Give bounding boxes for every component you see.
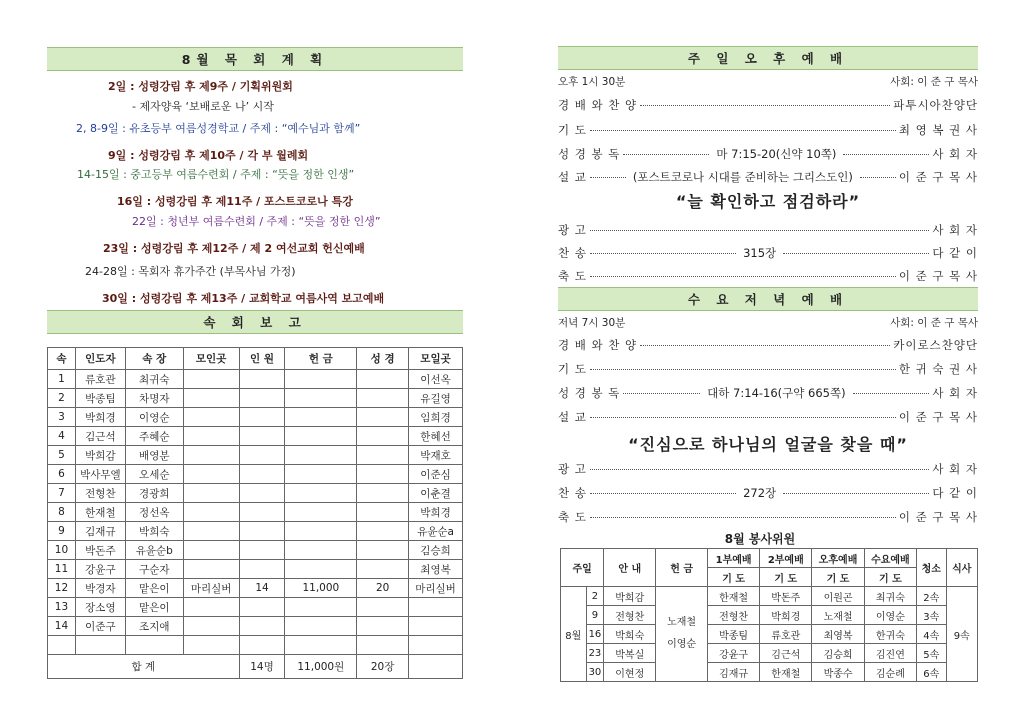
table-cell [125,636,183,655]
table-cell [239,427,285,446]
column-header: 모일곳 [409,348,463,370]
table-row [48,598,463,617]
col-svc1: 1부예배 [708,549,760,568]
leader-dots [590,369,896,370]
table-cell [285,617,357,636]
order-label: 설 교 [558,410,587,424]
table-cell [183,408,239,427]
table-cell: 주혜순 [125,427,183,446]
table-cell: 13 [48,598,76,617]
table-cell: 류호관 [75,370,125,389]
order-label: 축 도 [558,510,587,524]
table-row [48,389,463,408]
table-cell [239,484,285,503]
table-cell [285,446,357,465]
table-cell [357,484,409,503]
table-row [48,522,463,541]
table-row [561,663,978,682]
svc2-cell: 류호관 [760,625,812,644]
pm-cell: 박종수 [812,663,864,682]
table-cell [357,617,409,636]
col-week: 주일 [561,549,604,587]
table-cell [285,408,357,427]
table-cell: 정선옥 [125,503,183,522]
svc1-cell: 한재철 [708,587,760,606]
table-cell: 7 [48,484,76,503]
table-cell [285,389,357,408]
order-item [558,485,978,501]
table-cell: 최영복 [409,560,463,579]
table-cell: 6 [48,465,76,484]
wed-cell: 김진연 [864,644,916,663]
table-cell [48,636,76,655]
table-cell: 맡은이 [125,579,183,598]
table-cell: 14 [48,617,76,636]
table-cell [239,617,285,636]
order-detail: 272장 [743,486,777,500]
table-row [48,579,463,598]
leader-dots [640,105,890,106]
wed-cell: 최귀숙 [864,587,916,606]
table-cell: 5 [48,446,76,465]
table-cell: 박희경 [409,503,463,522]
table-cell [357,427,409,446]
plan-title: 8월 목 회 계 획 [47,47,463,71]
plan-line: 22일 : 청년부 여름수련회 / 주제 : “뜻을 정한 인생” [132,215,381,228]
table-cell: 10 [48,541,76,560]
table-cell: 차명자 [125,389,183,408]
table-cell: 9 [48,522,76,541]
table-cell: 맡은이 [125,598,183,617]
table-cell: 박경자 [75,579,125,598]
order-label: 찬 송 [558,246,587,260]
col-wed: 수요예배 [864,549,916,568]
leader-dots [860,177,896,178]
col-prayer: 기 도 [708,568,760,587]
evening-subheader [558,315,978,330]
table-cell [285,560,357,579]
table-cell: 김근석 [75,427,125,446]
table-cell: 이준구 [75,617,125,636]
table-cell: 경광희 [125,484,183,503]
table-row [48,484,463,503]
order-person: 다 같 이 [932,246,979,260]
order-item [558,222,978,238]
table-cell: 유길영 [409,389,463,408]
table-cell [285,522,357,541]
table-cell [239,408,285,427]
leader-dots [590,493,736,494]
table-cell: 14 [239,579,285,598]
cell-report-table [47,347,463,679]
table-cell [357,636,409,655]
table-row [48,503,463,522]
table-row [561,606,978,625]
order-label: 축 도 [558,269,587,283]
table-cell [183,446,239,465]
leader-dots [590,130,896,131]
evening-sermon-title: “진심으로 하나님의 얼굴을 찾을 때” [628,435,908,454]
table-cell: 한혜선 [409,427,463,446]
pm-cell: 김승희 [812,644,864,663]
table-cell: 박희감 [75,446,125,465]
table-row [48,560,463,579]
table-row [48,465,463,484]
table-cell [409,598,463,617]
total-bible: 20장 [357,655,409,679]
plan-line: - 제자양육 ‘보배로운 나’ 시작 [132,100,274,113]
table-cell: 조지애 [125,617,183,636]
table-cell: 이영순 [125,408,183,427]
total-offering: 11,000원 [285,655,357,679]
col-prayer: 기 도 [864,568,916,587]
table-total-row [48,655,463,679]
table-cell: 20 [357,579,409,598]
svc1-cell: 전형찬 [708,606,760,625]
leader-dots [590,230,929,231]
order-person: 사 회 자 [932,386,978,400]
order-person: 사 회 자 [932,223,978,237]
evening-title: 수 요 저 녁 예 배 [558,287,978,311]
order-label: 찬 송 [558,486,587,500]
table-cell: 8 [48,503,76,522]
table-cell: 강윤구 [75,560,125,579]
table-cell [239,560,285,579]
table-cell: 4 [48,427,76,446]
order-person: 다 같 이 [932,486,979,500]
order-item [558,361,978,377]
table-cell [239,598,285,617]
table-cell: 박희숙 [125,522,183,541]
order-label: 광 고 [558,223,587,237]
order-person: 카이로스찬양단 [893,338,978,352]
wed-cell: 김순례 [864,663,916,682]
table-cell [239,503,285,522]
pm-cell: 노재철 [812,606,864,625]
offering-cell [656,587,708,682]
leader-dots [783,253,929,254]
order-label: 기 도 [558,123,587,137]
day-cell: 23 [586,644,604,663]
guide-cell: 이현정 [604,663,656,682]
report-title: 속 회 보 고 [47,310,463,334]
col-guide: 안 내 [604,549,656,587]
col-pm: 오후예배 [812,549,864,568]
table-row [48,370,463,389]
col-prayer: 기 도 [812,568,864,587]
plan-line: 23일 : 성령강림 후 제12주 / 제 2 여선교회 헌신예배 [103,242,365,255]
table-cell [183,617,239,636]
evening-time: 저녁 7시 30분 [558,317,626,329]
table-cell: 김승희 [409,541,463,560]
table-cell: 배영분 [125,446,183,465]
leader-dots [590,417,896,418]
table-cell: 구순자 [125,560,183,579]
plan-line: 14-15일 : 중고등부 여름수련회 / 주제 : “뜻을 정한 인생” [77,168,355,181]
total-people: 14명 [239,655,285,679]
table-cell [239,389,285,408]
table-cell [409,636,463,655]
order-detail: 315장 [743,246,777,260]
col-clean: 청소 [917,549,947,587]
table-row [48,617,463,636]
order-person: 최 영 복 권 사 [898,123,978,137]
svc1-cell: 김재규 [708,663,760,682]
table-cell [183,560,239,579]
table-cell [183,522,239,541]
leader-dots [783,493,929,494]
volunteers-table [560,548,978,682]
order-label: 성 경 봉 독 [558,386,621,400]
column-header: 성 경 [357,348,409,370]
table-cell [239,522,285,541]
order-label: 경 배 와 찬 양 [558,338,638,352]
table-cell [285,503,357,522]
table-cell [183,503,239,522]
table-cell [183,484,239,503]
guide-cell: 박복실 [604,644,656,663]
clean-cell: 2속 [917,587,947,606]
order-detail: 마 7:15-20(신약 10쪽) [716,147,837,161]
guide-cell: 전형찬 [604,606,656,625]
table-cell [239,636,285,655]
svc2-cell: 박희경 [760,606,812,625]
order-item [558,245,978,261]
day-cell: 9 [586,606,604,625]
day-cell: 2 [586,587,604,606]
table-header-row [48,348,463,370]
order-person: 이 준 구 목 사 [898,269,978,283]
order-person: 사 회 자 [932,462,978,476]
afternoon-time: 오후 1시 30분 [558,76,626,88]
leader-dots [853,393,930,394]
leader-dots [590,276,896,277]
col-meal: 식사 [946,549,977,587]
leader-dots [623,154,709,155]
order-item [558,337,978,353]
day-cell: 16 [586,625,604,644]
clean-cell: 4속 [917,625,947,644]
table-cell [75,636,125,655]
table-cell: 11 [48,560,76,579]
order-person: 사 회 자 [932,147,979,161]
evening-host: 사회: 이 준 구 목사 [890,317,978,329]
wed-cell: 한귀숙 [864,625,916,644]
table-cell [285,598,357,617]
table-cell [239,465,285,484]
order-item [558,509,978,525]
table-row [561,625,978,644]
plan-line: 24-28일 : 목회자 휴가주간 (부목사님 가정) [85,265,296,278]
table-cell [357,465,409,484]
table-cell [285,370,357,389]
col-prayer: 기 도 [760,568,812,587]
table-cell [357,598,409,617]
order-item [558,268,978,284]
offering-name: 이영순 [667,639,697,650]
offering-name: 노재철 [667,617,697,628]
table-cell [183,636,239,655]
column-header: 헌 금 [285,348,357,370]
svc1-cell: 강윤구 [708,644,760,663]
table-cell [357,389,409,408]
leader-dots [590,517,896,518]
table-cell: 박재호 [409,446,463,465]
table-cell: 이춘결 [409,484,463,503]
order-label: 기 도 [558,362,587,376]
leader-dots [623,393,700,394]
order-person: 한 귀 숙 권 사 [898,362,978,376]
clean-cell: 6속 [917,663,947,682]
col-offering: 헌 금 [656,549,708,587]
plan-line: 2일 : 성령강림 후 제9주 / 기획위원회 [108,80,293,93]
table-cell [183,427,239,446]
table-cell: 최귀숙 [125,370,183,389]
order-label: 경 배 와 찬 양 [558,98,638,112]
table-cell [239,370,285,389]
table-cell [183,598,239,617]
afternoon-subheader [558,74,978,89]
table-cell: 이준심 [409,465,463,484]
order-item [558,409,978,425]
afternoon-sermon-title: “늘 확인하고 점검하라” [675,192,861,211]
order-label: 성 경 봉 독 [558,147,621,161]
table-cell [357,408,409,427]
order-person: 이 준 구 목 사 [898,410,978,424]
table-cell: 박종팀 [75,389,125,408]
svc2-cell: 한재철 [760,663,812,682]
table-cell: 박돈주 [75,541,125,560]
column-header: 속 장 [125,348,183,370]
table-cell: 유윤순a [409,522,463,541]
afternoon-host: 사회: 이 준 구 목사 [890,76,978,88]
table-row [48,427,463,446]
table-cell [285,636,357,655]
svc2-cell: 김근석 [760,644,812,663]
order-item [558,461,978,477]
table-cell: 박사무엘 [75,465,125,484]
table-cell [357,560,409,579]
table-cell [285,465,357,484]
table-cell: 마리실버 [409,579,463,598]
volunteers-title: 8월 봉사위원 [724,532,796,546]
leader-dots [590,177,626,178]
order-item [558,169,978,185]
meal-cell: 9속 [946,587,977,682]
table-cell: 이선옥 [409,370,463,389]
table-cell: 3 [48,408,76,427]
svc2-cell: 박돈주 [760,587,812,606]
table-cell: 1 [48,370,76,389]
table-cell [357,446,409,465]
plan-line: 9일 : 성령강림 후 제10주 / 각 부 월례회 [108,149,309,162]
wed-cell: 이영순 [864,606,916,625]
table-cell [285,541,357,560]
table-cell [357,370,409,389]
total-label: 합 계 [48,655,240,679]
table-cell [409,617,463,636]
order-person: 이 준 구 목 사 [898,510,978,524]
table-cell [357,503,409,522]
plan-line: 16일 : 성령강림 후 제11주 / 포스트코로나 특강 [117,195,353,208]
order-item [558,146,978,162]
order-label: 설 교 [558,170,587,184]
table-cell: 유윤순b [125,541,183,560]
table-cell: 2 [48,389,76,408]
column-header: 속 [48,348,76,370]
table-cell [183,465,239,484]
table-cell: 12 [48,579,76,598]
guide-cell: 박희감 [604,587,656,606]
plan-line: 30일 : 성령강림 후 제13주 / 교회학교 여름사역 보고예배 [102,292,385,305]
table-cell: 마리실버 [183,579,239,598]
order-person: 이 준 구 목 사 [898,170,979,184]
order-person: 파투시아찬양단 [893,98,978,112]
plan-line: 2, 8-9일 : 유초등부 여름성경학교 / 주제 : “예수님과 함께” [76,122,361,135]
table-cell [357,522,409,541]
pm-cell: 최영복 [812,625,864,644]
leader-dots [590,469,929,470]
table-row [48,636,463,655]
table-row [48,446,463,465]
table-cell [183,370,239,389]
leader-dots [640,345,890,346]
order-label: 광 고 [558,462,587,476]
table-cell: 한재철 [75,503,125,522]
table-cell: 박희경 [75,408,125,427]
order-item [558,385,978,401]
table-cell [285,484,357,503]
volunteers-header-row [561,549,978,568]
order-item [558,122,978,138]
column-header: 인도자 [75,348,125,370]
table-cell: 11,000 [285,579,357,598]
table-cell [183,389,239,408]
day-cell: 30 [586,663,604,682]
pm-cell: 이원곤 [812,587,864,606]
guide-cell: 박희숙 [604,625,656,644]
month-cell: 8월 [561,587,587,682]
leader-dots [843,154,929,155]
table-row [561,587,978,606]
table-cell: 임희경 [409,408,463,427]
table-row [48,541,463,560]
table-cell: 오세순 [125,465,183,484]
table-cell: 장소영 [75,598,125,617]
table-cell [183,541,239,560]
order-detail: 대하 7:14-16(구약 665쪽) [707,386,846,400]
table-cell: 김재규 [75,522,125,541]
leader-dots [590,253,736,254]
clean-cell: 5속 [917,644,947,663]
col-svc2: 2부예배 [760,549,812,568]
column-header: 인 원 [239,348,285,370]
clean-cell: 3속 [917,606,947,625]
table-cell [239,541,285,560]
order-detail: (포스트코로나 시대를 준비하는 그리스도인) [632,170,853,184]
column-header: 모인곳 [183,348,239,370]
svc1-cell: 박종팀 [708,625,760,644]
table-cell [285,427,357,446]
table-row [48,408,463,427]
table-cell [357,541,409,560]
order-item [558,97,978,113]
afternoon-title: 주 일 오 후 예 배 [558,46,978,70]
table-cell: 전형찬 [75,484,125,503]
table-row [561,644,978,663]
table-cell [239,446,285,465]
